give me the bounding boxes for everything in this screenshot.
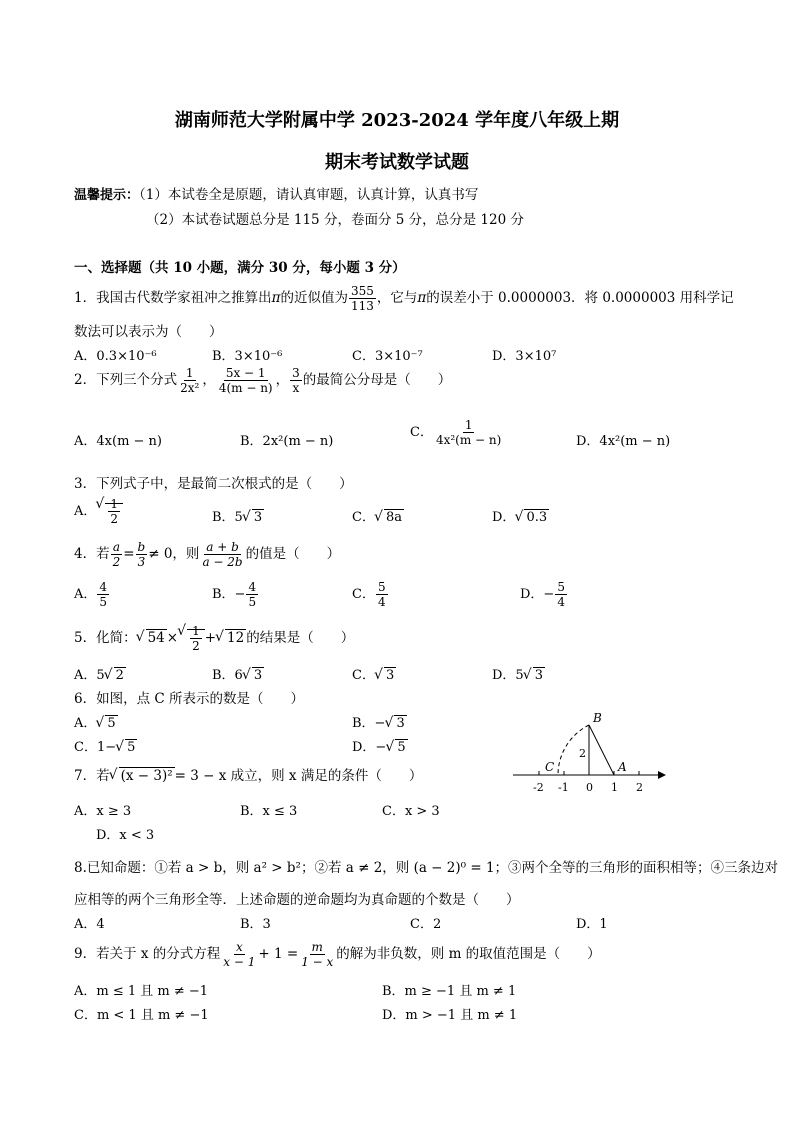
q4-option-a: A． $\frac{4}{5}$ <box>74 580 108 609</box>
q5-option-b: B．6√ 3 <box>212 664 264 683</box>
tick-label: -1 <box>558 781 569 794</box>
q5-option-c: C．√ 3 <box>352 664 396 683</box>
q6-option-c: C．1−√ 5 <box>74 736 137 755</box>
label-b: B <box>593 711 602 725</box>
segment-ab <box>589 725 614 775</box>
q9-option-d: D．m > −1 且 m ≠ 1 <box>382 1008 518 1023</box>
question-9-stem: 9．若关于 x 的分式方程 $\frac{x}{x - 1}$ + 1 = $\frac{m}{1 - x}$ 的解为非负数，则 m 的取值范围是（ ） <box>74 940 601 969</box>
q8-option-d: D．1 <box>576 917 608 932</box>
page-subtitle: 期末考试数学试题 <box>325 152 469 173</box>
q1-option-b: B．3×10⁻⁶ <box>212 349 283 364</box>
question-1-stem-line2: 数法可以表示为（ ） <box>74 324 223 340</box>
q6-option-b: B．−√ 3 <box>352 712 407 731</box>
q3-option-c: C．√ 8a <box>352 506 404 525</box>
q2-option-a: A．4x(m − n) <box>74 434 162 449</box>
q9-option-c: C．m < 1 且 m ≠ −1 <box>74 1008 209 1023</box>
q2-option-b: B．2x²(m − n) <box>240 434 334 449</box>
q7-option-b: B．x ≤ 3 <box>240 804 298 819</box>
question-1-stem: 1．我国古代数学家祖冲之推算出π的近似值为 $\frac{355}{113}$ ，它与π的误差小于 0.0000003．将 0.0000003 用科学记 <box>74 284 734 313</box>
page-title: 湖南师范大学附属中学 2023-2024 学年度八年级上期 <box>174 110 620 131</box>
tick-label: 0 <box>586 781 593 794</box>
question-4-stem: 4．若 $\frac{a}{2}$ = $\frac{b}{3}$ ≠ 0，则 $\frac{a + b}{a - 2b}$ 的值是（ ） <box>74 540 341 569</box>
q8-option-b: B．3 <box>240 917 271 932</box>
q9-option-b: B．m ≥ −1 且 m ≠ 1 <box>382 984 517 999</box>
tick-label: 2 <box>636 781 643 794</box>
q1-option-a: A．0.3×10⁻⁶ <box>74 349 157 364</box>
label-height: 2 <box>579 747 586 760</box>
q6-option-d: D．−√ 5 <box>352 736 408 755</box>
q5-option-a: A．5√ 2 <box>74 664 126 683</box>
number-line-figure <box>505 705 675 797</box>
q7-option-c: C．x > 3 <box>382 804 440 819</box>
q7-option-d: D．x < 3 <box>96 828 155 843</box>
question-8-stem: 8.已知命题：①若 a > b，则 a² > b²；②若 a ≠ 2，则 (a − 2)⁰ = 1；③两个全等的三角形的面积相等；④三条边对 <box>74 860 779 876</box>
q6-option-a: A．√ 5 <box>74 712 118 731</box>
q3-option-d: D．√ 0.3 <box>492 506 549 525</box>
q8-option-a: A．4 <box>74 917 105 932</box>
q4-option-b: B．− $\frac{4}{5}$ <box>212 580 257 609</box>
label-a: A <box>618 760 627 774</box>
section-heading: 一、选择题（共 10 小题，满分 30 分，每小题 3 分） <box>74 260 406 276</box>
q3-option-a: A． √ $\frac{1}{2}$ <box>74 497 123 526</box>
question-7-stem: 7．若√ (x − 3)² = 3 − x 成立，则 x 满足的条件（ ） <box>74 764 422 784</box>
label-c: C <box>545 760 555 774</box>
tick-label: 1 <box>611 781 618 794</box>
question-2-stem: 2．下列三个分式 $\frac{1}{\text{2x²}}$ ， $\frac{5x - 1}{4(m - n)}$ ， $\frac{3}{x}$ 的最简公分母是（ ） <box>74 366 452 395</box>
q7-option-a: A．x ≥ 3 <box>74 804 132 819</box>
question-3-stem: 3．下列式子中，是最简二次根式的是（ ） <box>74 476 353 492</box>
q4-option-c: C． $\frac{5}{4}$ <box>352 580 386 609</box>
q9-option-a: A．m ≤ 1 且 m ≠ −1 <box>74 984 209 999</box>
tick-label: -2 <box>533 781 544 794</box>
q2-option-d: D．4x²(m − n) <box>576 434 671 449</box>
notice-line2: （2）本试卷试题总分是 115 分，卷面分 5 分，总分是 120 分 <box>146 212 524 228</box>
question-6-stem: 6．如图，点 C 所表示的数是（ ） <box>74 691 305 707</box>
q1-option-d: D．3×10⁷ <box>492 349 557 364</box>
q2-option-c: C． $\frac{1}{\text{4x²(m − n)}}$ <box>410 418 502 447</box>
q3-option-b: B．5√ 3 <box>212 506 264 525</box>
question-8-stem-line2: 应相等的两个三角形全等．上述命题的逆命题均为真命题的个数是（ ） <box>74 892 520 908</box>
q5-option-d: D．5√ 3 <box>492 664 545 683</box>
question-5-stem: 5．化简：√ 54 × √ $\frac{1}{2}$ +√ 12 的结果是（ ） <box>74 624 354 653</box>
q4-option-d: D．− $\frac{5}{4}$ <box>520 580 565 609</box>
notice-label: 温馨提示： <box>74 188 140 203</box>
q8-option-c: C．2 <box>410 917 442 932</box>
notice-line1: 温馨提示：（1）本试卷全是原题，请认真审题，认真计算，认真书写 <box>74 187 479 203</box>
q1-option-c: C．3×10⁻⁷ <box>352 349 423 364</box>
